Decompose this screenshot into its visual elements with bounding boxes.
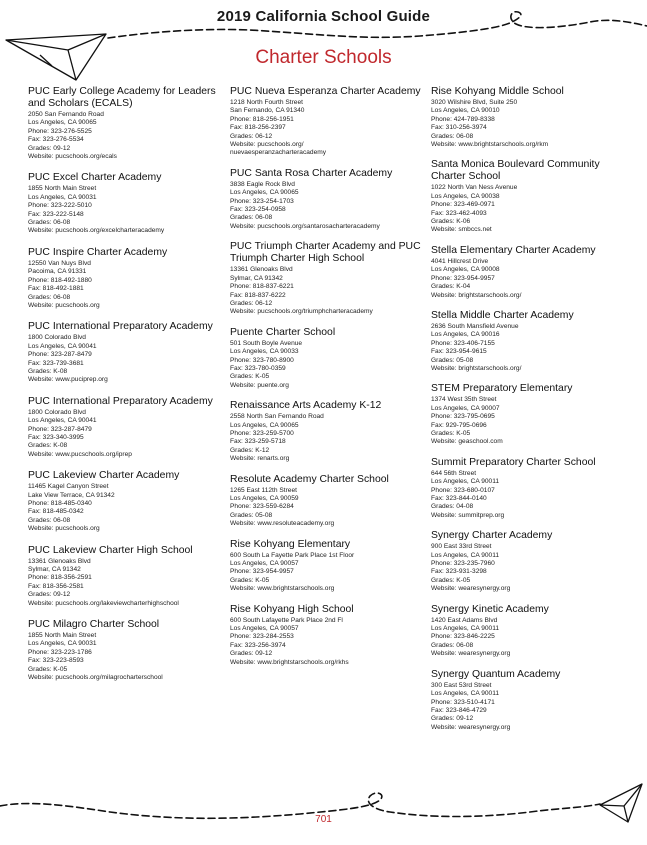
- school-grades: Grades: K-05: [431, 576, 471, 584]
- school-phone: Phone: 323-780-8900: [230, 356, 294, 364]
- school-website: Website: brightstarschools.org/: [431, 364, 522, 372]
- school-website: Website: pucschools.org/ecals: [28, 153, 117, 161]
- school-fax: Fax: 818-256-2397: [230, 124, 286, 132]
- school-fax: Fax: 323-256-3974: [230, 641, 286, 649]
- school-detail: Los Angeles, CA 90041: [28, 342, 97, 350]
- school-detail: Los Angeles, CA 90031: [28, 193, 97, 201]
- school-grades: Grades: 06-08: [431, 132, 474, 140]
- school-detail: Lake View Terrace, CA 91342: [28, 491, 115, 499]
- school-phone: Phone: 323-680-0107: [431, 486, 495, 494]
- school-entry: [230, 539, 430, 594]
- school-fax: Fax: 323-931-3298: [431, 568, 487, 576]
- school-entry: [230, 474, 430, 529]
- school-website: Website: wearesynergy.org: [431, 650, 511, 658]
- school-phone: Phone: 323-846-2225: [431, 633, 495, 641]
- school-name: Summit Preparatory Charter School: [431, 456, 596, 468]
- school-grades: Grades: K-05: [230, 373, 270, 381]
- school-entry: [431, 159, 637, 234]
- guide-title: 2019 California School Guide: [216, 8, 431, 25]
- school-entry: [230, 400, 430, 463]
- school-website: Website: geaschool.com: [431, 438, 503, 446]
- school-detail: Pacoima, CA 91331: [28, 268, 87, 276]
- school-entry: [230, 168, 430, 231]
- school-name: PUC Early College Academy for Leaders and Scholars (ECALS): [28, 86, 216, 109]
- school-detail: Los Angeles, CA 90011: [431, 625, 500, 633]
- school-name: PUC Excel Charter Academy: [28, 172, 162, 184]
- school-grades: Grades: 06-12: [230, 132, 273, 140]
- school-entry: [28, 619, 226, 682]
- school-entry: [431, 86, 637, 149]
- school-detail: 1800 Colorado Blvd: [28, 408, 86, 416]
- school-detail: 3838 Eagle Rock Blvd: [230, 180, 295, 188]
- school-phone: Phone: 323-276-5525: [28, 127, 92, 135]
- school-entry: [230, 86, 430, 158]
- school-name: Stella Elementary Charter Academy: [431, 244, 596, 256]
- school-website: Website: pucschools.org/lakeviewcharterhighschool: [28, 599, 179, 607]
- school-name: Rise Kohyang Middle School: [431, 86, 564, 97]
- school-name: Santa Monica Boulevard Community Charter School: [431, 159, 600, 183]
- school-name: Puente Charter School: [230, 326, 336, 338]
- school-detail: 644 56th Street: [431, 469, 477, 477]
- school-entry: [28, 86, 226, 161]
- school-phone: Phone: 323-235-7960: [431, 560, 495, 568]
- school-fax: Fax: 323-780-0359: [230, 364, 286, 372]
- school-website: Website: smbccs.net: [431, 226, 492, 234]
- school-fax: Fax: 818-485-0342: [28, 508, 84, 516]
- school-phone: Phone: 323-223-1786: [28, 648, 92, 656]
- school-detail: 13361 Glenoaks Blvd: [230, 266, 293, 274]
- school-grades: Grades: K-04: [431, 283, 471, 291]
- school-entry: [431, 604, 637, 659]
- school-website: Website: pucschools.org/milagrocharterschool: [28, 674, 163, 682]
- school-name: Rise Kohyang High School: [230, 603, 354, 615]
- school-grades: Grades: 06-12: [230, 299, 273, 307]
- school-phone: Phone: 323-406-7155: [431, 339, 495, 347]
- school-detail: Los Angeles, CA 90011: [431, 551, 500, 559]
- school-detail: 300 East 53rd Street: [431, 681, 492, 689]
- school-website: Website: pucschools.org: [28, 525, 100, 533]
- school-website: Website: wearesynergy.org: [431, 585, 511, 593]
- school-phone: Phone: 323-222-5010: [28, 202, 92, 210]
- school-detail: 1800 Colorado Blvd: [28, 334, 86, 342]
- school-fax: Fax: 323-276-5534: [28, 136, 84, 144]
- school-detail: Los Angeles, CA 90010: [431, 107, 500, 115]
- school-phone: Phone: 323-510-4171: [431, 698, 495, 706]
- school-website: Website: pucschools.org/triumphcharteracademy: [230, 308, 373, 316]
- school-detail: nuevaesperanzacharteracademy: [230, 149, 327, 157]
- school-website: Website: renarts.org: [230, 455, 290, 463]
- school-fax: Fax: 323-259-5718: [230, 438, 286, 446]
- school-fax: Fax: 323-254-0958: [230, 206, 286, 214]
- section-title: Charter Schools: [255, 47, 392, 68]
- school-entry: [431, 669, 637, 732]
- school-detail: Los Angeles, CA 90011: [431, 478, 500, 486]
- school-grades: Grades: 09-12: [28, 144, 71, 152]
- school-grades: Grades: K-05: [28, 665, 68, 673]
- page-number: 701: [315, 814, 332, 825]
- school-website: Website: www.puciprep.org: [28, 376, 108, 384]
- school-detail: Los Angeles, CA 90057: [230, 625, 299, 633]
- school-name: PUC Triumph Charter Academy and PUC Triumph Charter High School: [230, 241, 421, 265]
- school-detail: Los Angeles, CA 90011: [431, 690, 500, 698]
- school-website: Website: pucschools.org/excelcharteracademy: [28, 227, 165, 235]
- school-website: Website: www.brightstarschools.org/rkm: [431, 141, 549, 149]
- school-entry: [230, 241, 430, 316]
- school-detail: 12550 Van Nuys Blvd: [28, 259, 91, 267]
- school-entry: [431, 245, 637, 300]
- school-name: Stella Middle Charter Academy: [431, 309, 574, 321]
- school-grades: Grades: 06-08: [431, 641, 474, 649]
- school-entry: [431, 530, 637, 593]
- school-phone: Phone: 323-287-8479: [28, 351, 92, 359]
- school-name: PUC Nueva Esperanza Charter Academy: [230, 86, 421, 97]
- school-fax: Fax: 818-356-2581: [28, 582, 84, 590]
- school-detail: Los Angeles, CA 90065: [28, 119, 97, 127]
- school-grades: Grades: 09-12: [431, 715, 474, 723]
- school-phone: Phone: 323-254-1703: [230, 197, 294, 205]
- school-detail: 13361 Glenoaks Blvd: [28, 557, 91, 565]
- school-phone: Phone: 818-256-1951: [230, 115, 294, 123]
- school-name: PUC Lakeview Charter High School: [28, 544, 193, 556]
- school-fax: Fax: 323-844-0140: [431, 495, 487, 502]
- school-phone: Phone: 323-954-9957: [230, 568, 294, 576]
- school-name: Renaissance Arts Academy K-12: [230, 400, 382, 412]
- school-name: Rise Kohyang Elementary: [230, 538, 351, 550]
- school-grades: Grades: K-05: [431, 429, 471, 437]
- school-phone: Phone: 323-259-5700: [230, 429, 294, 437]
- school-entry: [28, 470, 226, 533]
- school-website: Website: wearesynergy.org: [431, 723, 511, 731]
- school-phone: Phone: 323-954-9957: [431, 274, 495, 282]
- school-fax: Fax: 323-739-3681: [28, 359, 84, 367]
- school-website: Website: www.brightstarschools.org: [230, 585, 335, 593]
- school-fax: Fax: 323-846-4729: [431, 706, 487, 714]
- school-detail: San Fernando, CA 91340: [230, 107, 305, 115]
- school-website: Website: summitprep.org: [431, 511, 505, 519]
- school-grades: Grades: 06-08: [28, 293, 71, 301]
- school-detail: Los Angeles, CA 90065: [230, 421, 299, 429]
- school-detail: 600 South La Fayette Park Place 1st Floor: [230, 551, 355, 559]
- school-grades: Grades: 09-12: [230, 650, 273, 658]
- school-detail: Los Angeles, CA 90038: [431, 192, 500, 200]
- school-phone: Phone: 323-795-0695: [431, 413, 495, 421]
- school-grades: Grades: 05-08: [230, 511, 273, 519]
- school-detail: 1218 North Fourth Street: [230, 99, 303, 106]
- school-fax: Fax: 929-795-0696: [431, 421, 487, 429]
- school-name: PUC International Preparatory Academy: [28, 321, 213, 333]
- school-detail: 600 South Lafayette Park Place 2nd Fl: [230, 616, 343, 624]
- school-detail: 3020 Wilshire Blvd, Suite 250: [431, 99, 518, 106]
- school-entry: [230, 604, 430, 667]
- school-fax: Fax: 310-256-3974: [431, 124, 487, 132]
- school-detail: 1855 North Main Street: [28, 185, 97, 193]
- school-name: PUC Santa Rosa Charter Academy: [230, 167, 393, 179]
- school-fax: Fax: 818-837-6222: [230, 291, 286, 299]
- school-detail: 2558 North San Fernando Road: [230, 413, 324, 421]
- school-grades: Grades: K-05: [230, 576, 270, 584]
- column-3: [431, 86, 637, 742]
- school-detail: 501 South Boyle Avenue: [230, 339, 303, 347]
- school-grades: Grades: K-08: [28, 367, 68, 375]
- school-detail: Sylmar, CA 91342: [230, 274, 283, 282]
- school-detail: 1022 North Van Ness Avenue: [431, 184, 518, 192]
- school-detail: 1420 East Adams Blvd: [431, 616, 498, 624]
- school-detail: Los Angeles, CA 90065: [230, 189, 299, 197]
- school-detail: 900 East 33rd Street: [431, 543, 492, 551]
- column-2: [230, 86, 430, 677]
- school-grades: Grades: K-12: [230, 446, 270, 454]
- school-grades: Grades: 05-08: [431, 356, 474, 364]
- school-detail: Los Angeles, CA 90008: [431, 266, 500, 274]
- school-grades: Grades: 06-08: [230, 214, 273, 222]
- school-fax: Fax: 323-340-3995: [28, 433, 84, 441]
- school-fax: Fax: 818-492-1881: [28, 285, 84, 293]
- school-phone: Phone: 323-287-8479: [28, 425, 92, 433]
- school-detail: Los Angeles, CA 90033: [230, 348, 299, 356]
- school-entry: [28, 321, 226, 384]
- school-phone: Phone: 818-837-6221: [230, 283, 294, 291]
- school-name: Synergy Kinetic Academy: [431, 603, 549, 615]
- school-website: Website: puente.org: [230, 381, 289, 389]
- school-entry: [431, 310, 637, 373]
- school-fax: Fax: 323-462-4093: [431, 209, 487, 217]
- school-phone: Phone: 323-559-6284: [230, 503, 294, 511]
- school-website: Website: pucschools.org/: [230, 141, 304, 149]
- school-name: Synergy Quantum Academy: [431, 668, 561, 680]
- school-website: Website: www.pucschools.org/iprep: [28, 450, 132, 458]
- school-name: PUC International Preparatory Academy: [28, 395, 213, 407]
- school-entry: [230, 327, 430, 390]
- school-detail: Los Angeles, CA 90057: [230, 560, 299, 568]
- school-entry: [28, 247, 226, 310]
- school-grades: Grades: 06-08: [28, 516, 71, 524]
- school-name: Synergy Charter Academy: [431, 530, 553, 542]
- school-website: Website: www.resoluteacademy.org: [230, 520, 335, 528]
- school-name: Resolute Academy Charter School: [230, 473, 389, 485]
- school-detail: 2050 San Fernando Road: [28, 111, 104, 118]
- school-fax: Fax: 323-954-9615: [431, 348, 487, 356]
- school-phone: Phone: 323-469-0971: [431, 201, 495, 209]
- school-phone: Phone: 818-492-1880: [28, 276, 92, 284]
- school-detail: 1374 West 35th Street: [431, 396, 497, 404]
- school-entry: [28, 545, 226, 608]
- school-detail: 1855 North Main Street: [28, 632, 97, 640]
- school-detail: Los Angeles, CA 90059: [230, 495, 299, 502]
- school-name: STEM Preparatory Elementary: [431, 383, 573, 395]
- school-phone: Phone: 323-284-2553: [230, 633, 294, 641]
- school-entry: [431, 457, 637, 520]
- school-detail: Los Angeles, CA 90041: [28, 417, 97, 425]
- school-detail: Los Angeles, CA 90031: [28, 640, 97, 648]
- school-name: PUC Lakeview Charter Academy: [28, 470, 180, 482]
- school-name: PUC Inspire Charter Academy: [28, 246, 168, 258]
- school-detail: 1265 East 112th Street: [230, 486, 297, 494]
- school-entry: [431, 383, 637, 446]
- school-name: PUC Milagro Charter School: [28, 619, 160, 631]
- school-phone: Phone: 818-356-2591: [28, 574, 92, 582]
- school-grades: Grades: K-08: [28, 442, 68, 450]
- school-phone: Phone: 424-789-8338: [431, 115, 495, 123]
- school-website: Website: pucschools.org: [28, 301, 100, 309]
- school-detail: 11465 Kagel Canyon Street: [28, 483, 109, 491]
- school-detail: Los Angeles, CA 90016: [431, 331, 500, 339]
- school-website: Website: brightstarschools.org/: [431, 291, 522, 299]
- column-1: [28, 86, 226, 694]
- school-detail: Sylmar, CA 91342: [28, 566, 81, 574]
- school-grades: Grades: 06-08: [28, 219, 71, 227]
- school-detail: Los Angeles, CA 90007: [431, 404, 500, 412]
- school-grades: Grades: K-06: [431, 218, 471, 226]
- school-phone: Phone: 818-485-0340: [28, 500, 92, 507]
- school-fax: Fax: 323-222-5148: [28, 210, 84, 218]
- school-grades: Grades: 04-08: [431, 503, 474, 511]
- school-website: Website: www.brightstarschools.org/rkhs: [230, 658, 349, 666]
- school-entry: [28, 396, 226, 459]
- school-fax: Fax: 323-223-8593: [28, 657, 84, 665]
- school-detail: 4041 Hillcrest Drive: [431, 257, 489, 265]
- school-entry: [28, 172, 226, 235]
- school-grades: Grades: 09-12: [28, 591, 71, 599]
- school-website: Website: pucschools.org/santarosacharteracademy: [230, 222, 380, 230]
- school-detail: 2636 South Mansfield Avenue: [431, 322, 519, 330]
